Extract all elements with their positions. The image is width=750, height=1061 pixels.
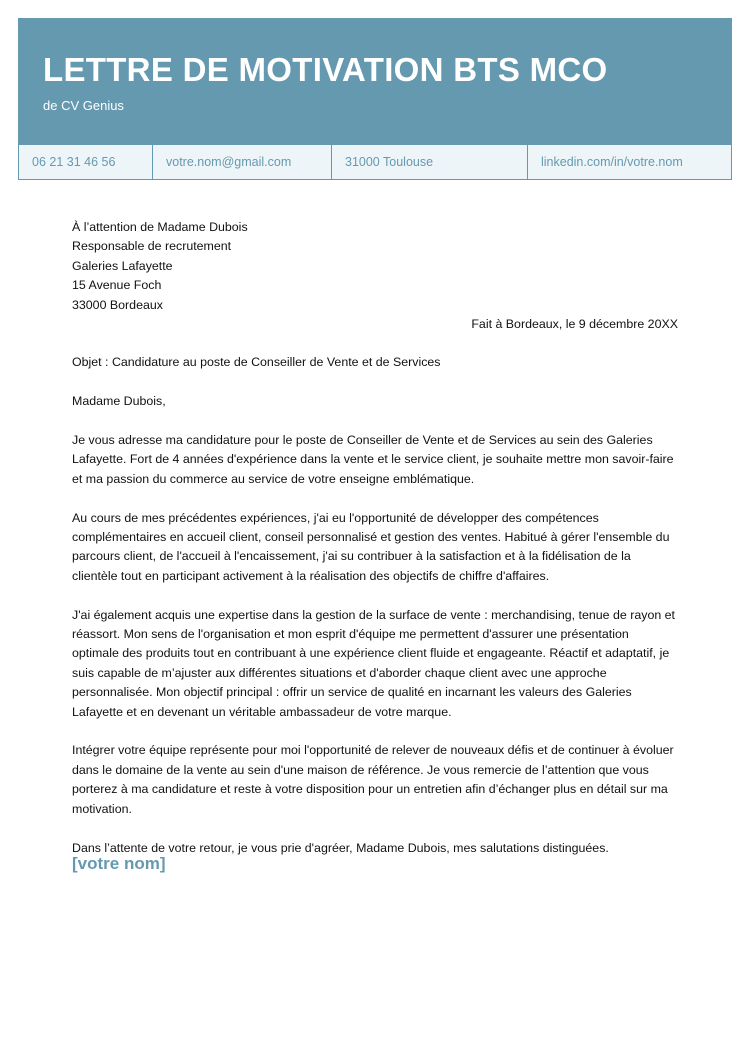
closing-formula: Dans l’attente de votre retour, je vous prie d'agréer, Madame Dubois, mes salutations distinguées. [72,840,609,855]
contact-bar [18,144,732,180]
recipient-line: Responsable de recrutement [72,239,232,254]
letter-body [72,218,678,877]
contact-email[interactable]: votre.nom@gmail.com [153,145,332,179]
signature: [votre nom] [72,854,166,873]
body-paragraph: Je vous adresse ma candidature pour le poste de Conseiller de Vente et de Services au sein des Galeries Lafayette. Fort de 4 années d'expérience dans la vente et le service client, je souhaite mettre mon savoir-faire et ma passion du commerce au service de votre enseigne emblématique. [72,433,674,486]
body-paragraph: Au cours de mes précédentes expériences, j'ai eu l'opportunité de développer des compétences complémentaires en accueil client, conseil personnalisé et gestion des ventes. Habitué à gérer l'ensemble du parcours client, de l'accueil à l'encaissement, j'ai su contribuer à la satisfaction et à la fidélisation de la clientèle tout en participant activement à la réalisation des objectifs de chiffre d'affaires. [72,510,670,583]
contact-linkedin[interactable]: linkedin.com/in/votre.nom [541,155,683,169]
recipient-line: Galeries Lafayette [72,258,173,273]
recipient-block [72,218,678,315]
date-place: Fait à Bordeaux, le 9 décembre 20XX [471,317,678,332]
salutation: Madame Dubois, [72,394,166,409]
recipient-line: 33000 Bordeaux [72,297,163,312]
body-paragraph: Intégrer votre équipe représente pour moi l'opportunité de relever de nouveaux défis et de continuer à évoluer dans le domaine de la vente au sein d'une maison de référence. Je vous remercie de l’attention que vous porterez à ma candidature et reste à votre disposition pour un entretien afin d’échanger plus en détail sur ma motivation. [72,743,674,816]
recipient-line: À l’attention de Madame Dubois [72,220,248,234]
header-banner [18,18,732,144]
spacer [72,334,678,353]
contact-location: 31000 Toulouse [332,145,528,179]
recipient-line: 15 Avenue Foch [72,278,162,293]
document-title: LETTRE DE MOTIVATION BTS MCO [43,51,608,88]
body-paragraph: J'ai également acquis une expertise dans la gestion de la surface de vente : merchandising, tenue de rayon et réassort. Mon sens de l'organisation et mon esprit d'équipe me permettent d'assurer une présentation optimale des produits tout en contribuant à une expérience client fluide et engageante. Réactif et adaptatif, je suis capable de m’ajuster aux différentes situations et d'aborder chaque client avec une approche personnalisée. Mon objectif principal : offrir un service de qualité en incarnant les valeurs des Galeries Lafayette et en devenant un véritable ambassadeur de votre marque. [72,607,676,719]
subject-line: Objet : Candidature au poste de Conseiller de Vente et de Services [72,355,441,370]
document-subtitle: de CV Genius [43,98,124,113]
contact-phone: 06 21 31 46 56 [19,145,153,179]
